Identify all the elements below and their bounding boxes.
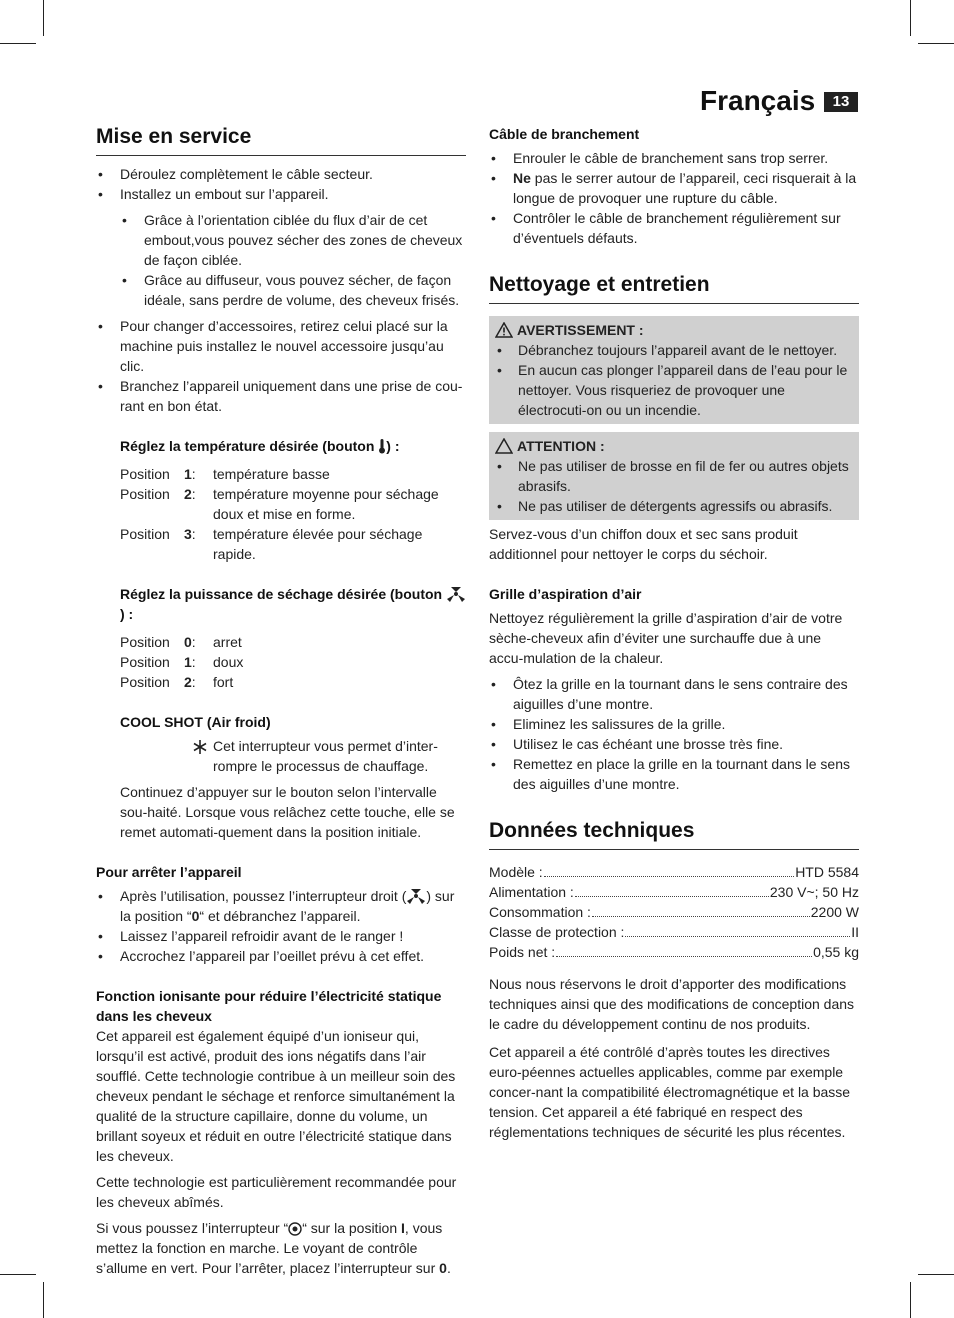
crop-mark [910, 1282, 911, 1318]
table-row: Position 2: fort [120, 674, 234, 690]
cool-shot-paragraph: Continuez d’appuyer sur le bouton selon l’intervalle sou-haité. Lorsque vous relâchez cette touche, elle se remet automati-quement dans la position initiale. [120, 784, 455, 840]
ion-icon [288, 1222, 302, 1236]
setup-list [96, 164, 466, 204]
list-item: • Branchez l’appareil uniquement dans une prise de cou-rant en bon état. [96, 376, 466, 416]
ionic-paragraph: Cet appareil est également équipé d’un ioniseur qui, lorsqu’il est activé, produit des ions négatifs dans l’air soufflé. Cette technologie contribue à un meilleur soin des cheveux pendant le séchage et renforce simultanément la qualité de la structure capillaire, donne du volume, un brillant soyeux et réduit en outre l’électricité statique dans les cheveux. [96, 1028, 456, 1164]
list-item: • Déroulez complètement le câble secteur. [96, 164, 466, 184]
list-item: • Débranchez toujours l’appareil avant de le nettoyer. [495, 340, 853, 360]
list-item: • Eliminez les salissures de la grille. [489, 714, 859, 734]
table-row: Position 3: température élevée pour séchage rapide. [120, 526, 423, 562]
ionic-paragraph-3: Si vous poussez l’interrupteur “ “ sur la position I, vous mettez la fonction en marche. Le voyant de contrôle s’allume en vert. Pour l’arrêter, placez l’interrupteur sur 0. [96, 1220, 451, 1276]
table-row: Alimentation : 230 V~; 50 Hz [489, 884, 859, 900]
table-row: Position 1: température basse [120, 466, 330, 482]
cable-heading: Câble de branchement [489, 126, 640, 142]
list-item: • Installez un embout sur l’appareil. [96, 184, 466, 204]
temperature-positions [120, 464, 466, 564]
crop-mark [0, 1274, 36, 1275]
spec-table [489, 862, 859, 962]
left-column [96, 120, 466, 1278]
warning-box [489, 316, 859, 424]
cool-shot-heading: COOL SHOT (Air froid) [120, 714, 271, 730]
section-heading-nettoyage: Nettoyage et entretien [489, 268, 859, 304]
table-row: Position 2: température moyenne pour séchage doux et mise en forme. [120, 486, 439, 522]
list-item: • Après l’utilisation, poussez l’interrupteur droit ( ) sur la position “0“ et débranchez l’appareil. [96, 886, 466, 926]
list-item: • Remettez en place la grille en la tournant dans le sens des aiguilles d’une montre. [489, 754, 859, 794]
table-row: Poids net : 0,55 kg [489, 944, 859, 960]
attachment-sublist [120, 210, 466, 310]
cable-list [489, 148, 859, 248]
grille-list [489, 674, 859, 794]
right-column [489, 124, 859, 1142]
crop-mark [43, 0, 44, 36]
crop-mark [43, 1282, 44, 1318]
list-item: • Grâce au diffuseur, vous pouvez sécher, de façon idéale, sans perdre de volume, des cheveux frisés. [120, 270, 466, 310]
grille-heading: Grille d’aspiration d’air [489, 586, 642, 602]
fan-icon [406, 888, 426, 904]
page-number: 13 [824, 92, 858, 112]
list-item: • Laissez l’appareil refroidir avant de le ranger ! [96, 926, 466, 946]
table-row: Classe de protection : II [489, 924, 859, 940]
table-row: Modèle : HTD 5584 [489, 864, 859, 880]
temperature-heading: Réglez la température désirée (bouton ) : [120, 438, 400, 454]
crop-mark [918, 1274, 954, 1275]
list-item: • Ne pas le serrer autour de l’appareil, ceci risquerait à la longue de provoquer une rupture du câble. [489, 168, 859, 208]
table-row: Position 1: doux [120, 654, 244, 670]
crop-mark [0, 43, 36, 44]
list-item: • Enrouler le câble de branchement sans trop serrer. [489, 148, 859, 168]
list-item: • Contrôler le câble de branchement régulièrement sur d’éventuels défauts. [489, 208, 859, 248]
ionic-paragraph-2: Cette technologie est particulièrement recommandée pour les cheveux abîmés. [96, 1174, 457, 1210]
power-heading: Réglez la puissance de séchage désirée (bouton ) : [120, 584, 466, 624]
tech-paragraph-2: Cet appareil a été contrôlé d’après toutes les directives euro-péennes actuelles applicables, comme par exemple concer-nant la compatibilité électromagnétique et la basse tension. Cet appareil a été fabriqué en respect des réglementations techniques de sécurité les plus récentes. [489, 1044, 851, 1140]
cleaning-paragraph: Servez-vous d’un chiffon doux et sec sans produit additionnel pour nettoyer le corps du séchoir. [489, 526, 798, 562]
fan-icon [446, 586, 466, 602]
table-row: Consommation : 2200 W [489, 904, 859, 920]
crop-mark [918, 43, 954, 44]
warning-triangle-icon [495, 438, 513, 454]
list-item: • Ne pas utiliser de brosse en fil de fer ou autres objets abrasifs. [495, 456, 853, 496]
grille-paragraph: Nettoyez régulièrement la grille d’aspiration d’air de votre sèche-cheveux afin d’éviter une surchauffe due à une accu-mulation de la chaleur. [489, 610, 843, 666]
warning-triangle-icon [495, 322, 513, 338]
ionic-heading: Fonction ionisante pour réduire l’électricité statique dans les cheveux [96, 988, 442, 1024]
list-item: • Pour changer d’accessoires, retirez celui placé sur la machine puis installez le nouvel accessoire jusqu’au clic. [96, 316, 466, 376]
stop-list [96, 886, 466, 966]
tech-paragraph: Nous nous réservons le droit d’apporter des modifications techniques ainsi que des modifications de conception dans le cadre du développement continu de nos produits. [489, 976, 855, 1032]
crop-mark [910, 0, 911, 36]
list-item: • Ne pas utiliser de détergents agressifs ou abrasifs. [495, 496, 853, 516]
cool-shot-row: Cet interrupteur vous permet d’inter-rompre le processus de chauffage. [120, 736, 466, 776]
setup-list-2 [96, 316, 466, 416]
attention-box [489, 432, 859, 520]
section-heading-mise-en-service: Mise en service [96, 120, 466, 156]
section-heading-donnees-techniques: Données techniques [489, 814, 859, 850]
stop-heading: Pour arrêter l’appareil [96, 864, 242, 880]
warning-title: AVERTISSEMENT : [517, 322, 644, 338]
list-item: • Accrochez l’appareil par l’oeillet prévu à cet effet. [96, 946, 466, 966]
table-row: Position 0: arret [120, 634, 242, 650]
attention-title: ATTENTION : [517, 438, 605, 454]
list-item: • En aucun cas plonger l’appareil dans de l’eau pour le nettoyer. Vous risqueriez de provoquer une électrocuti-on ou un incendie. [495, 360, 853, 420]
page-language-title: Français [700, 85, 816, 116]
list-item: • Ôtez la grille en la tournant dans le sens contraire des aiguilles d’une montre. [489, 674, 859, 714]
power-positions [120, 632, 466, 692]
list-item: • Utilisez le cas échéant une brosse très fine. [489, 734, 859, 754]
list-item: • Grâce à l’orientation ciblée du flux d’air de cet embout,vous pouvez sécher des zones de cheveux de façon ciblée. [120, 210, 466, 270]
snowflake-icon [193, 740, 207, 754]
